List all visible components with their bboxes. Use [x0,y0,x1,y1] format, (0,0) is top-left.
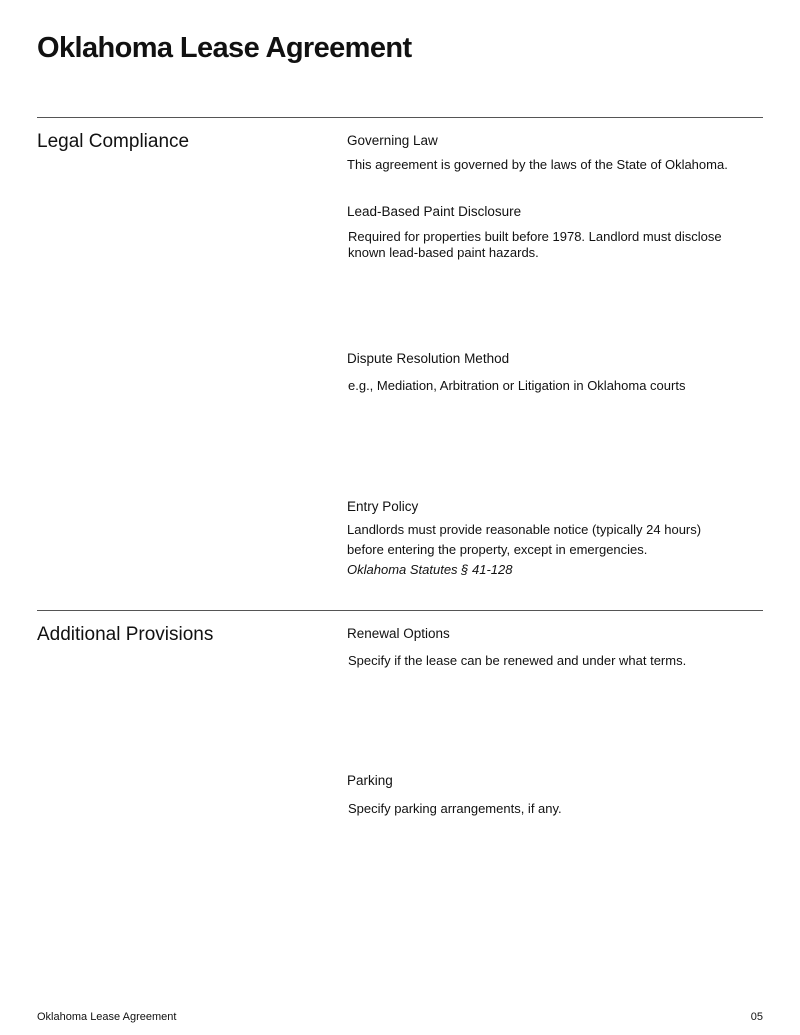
entry-policy-heading: Entry Policy [347,499,419,514]
lead-paint-disclosure-text: Required for properties built before 1978. Landlord must disclose known lead-based paint hazards. [348,229,722,260]
entry-policy-text: Landlords must provide reasonable notice (typically 24 hours) before entering the property, except in emergencies. [347,522,702,557]
governing-law-text: This agreement is governed by the laws of the State of Oklahoma. [347,157,728,172]
page-title: Oklahoma Lease Agreement [37,32,412,64]
parking-heading: Parking [347,773,393,788]
dispute-resolution-text: e.g., Mediation, Arbitration or Litigation in Oklahoma courts [348,378,686,393]
section-title-additional-provisions: Additional Provisions [37,624,214,645]
dispute-resolution-heading: Dispute Resolution Method [347,351,510,366]
renewal-options-text: Specify if the lease can be renewed and under what terms. [348,653,687,668]
footer-document-title: Oklahoma Lease Agreement [37,1011,177,1023]
section-divider [37,610,763,611]
section-divider [37,117,763,118]
renewal-options-heading: Renewal Options [347,626,450,641]
parking-text: Specify parking arrangements, if any. [348,801,562,816]
governing-law-heading: Governing Law [347,133,438,148]
footer-page-number: 05 [750,1011,763,1023]
section-title-legal-compliance: Legal Compliance [37,131,190,152]
lead-paint-disclosure-heading: Lead-Based Paint Disclosure [347,204,522,219]
entry-policy-citation: Oklahoma Statutes § 41-128 [347,562,513,577]
